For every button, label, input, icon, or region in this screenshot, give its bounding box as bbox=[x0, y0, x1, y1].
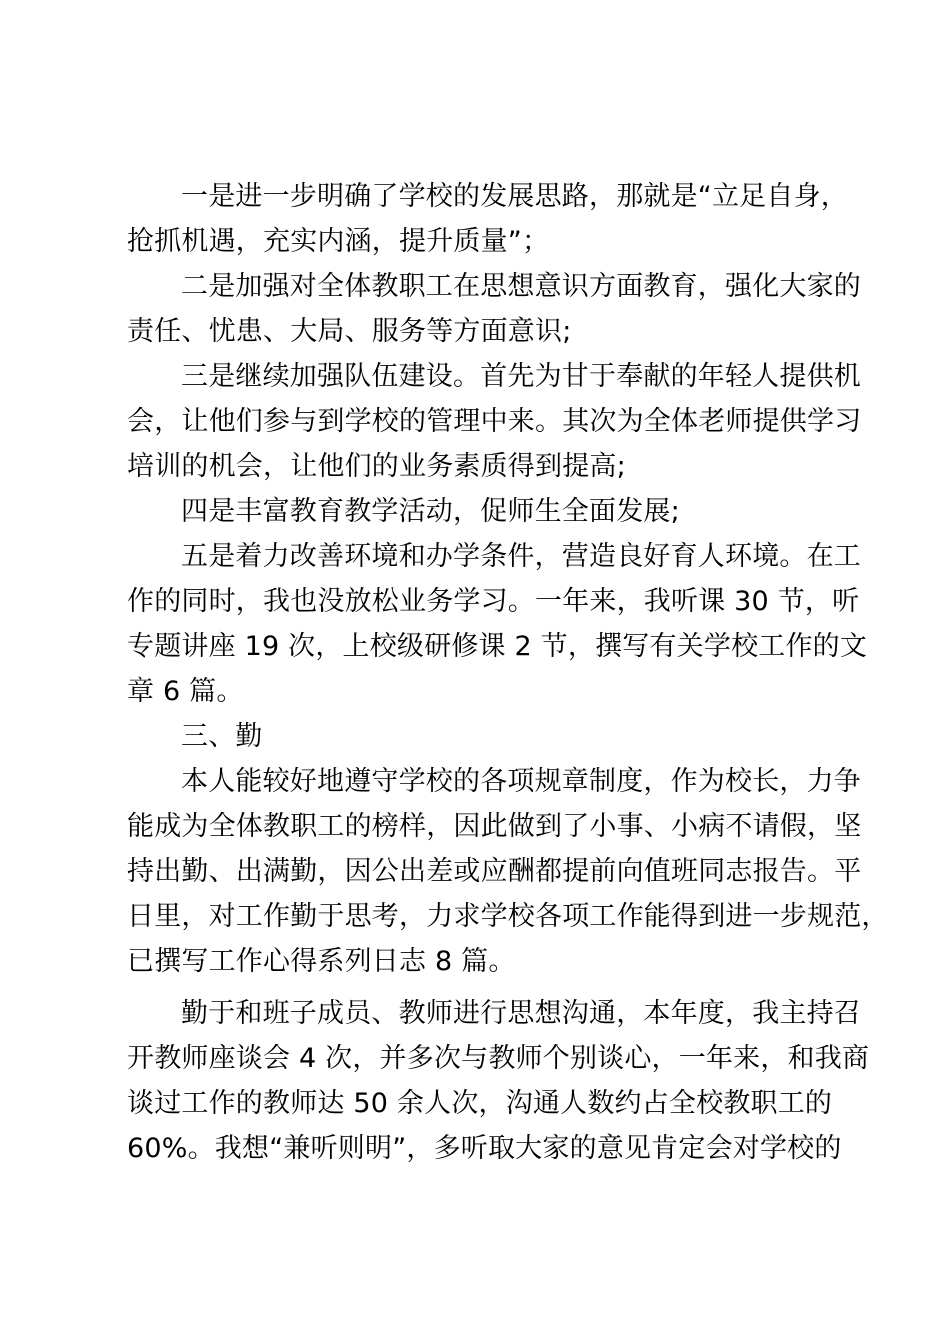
text-line: 三是继续加强队伍建设。首先为甘于奉献的年轻人提供机 bbox=[181, 361, 861, 392]
paragraph-teaching-activities bbox=[127, 489, 839, 534]
text-line: 章 6 篇。 bbox=[127, 676, 244, 707]
section-heading-text: 三、勤 bbox=[181, 721, 263, 752]
text-line: 抢抓机遇，充实内涵，提升质量”； bbox=[127, 226, 550, 257]
document-body bbox=[127, 174, 889, 1171]
paragraph-team-building bbox=[127, 354, 862, 489]
text-line: 四是丰富教育教学活动，促师生全面发展; bbox=[181, 496, 680, 527]
text-line: 本人能较好地遵守学校的各项规章制度，作为校长，力争 bbox=[181, 766, 861, 797]
text-line: 作的同时，我也没放松业务学习。一年来，我听课 30 节，听 bbox=[127, 586, 860, 617]
paragraph-development-direction bbox=[127, 174, 848, 264]
text-line: 责任、忧患、大局、服务等方面意识; bbox=[127, 316, 572, 347]
text-line: 五是着力改善环境和办学条件，营造良好育人环境。在工 bbox=[181, 541, 861, 572]
text-line: 会，让他们参与到学校的管理中来。其次为全体老师提供学习 bbox=[127, 406, 862, 437]
text-line: 二是加强对全体教职工在思想意识方面教育，强化大家的 bbox=[181, 271, 861, 302]
paragraph-ideological-education bbox=[127, 264, 861, 354]
text-line: 日里，对工作勤于思考，力求学校各项工作能得到进一步规范， bbox=[127, 901, 889, 932]
text-line: 开教师座谈会 4 次，并多次与教师个别谈心，一年来，和我商 bbox=[127, 1043, 870, 1074]
section-heading-diligence bbox=[127, 714, 839, 759]
text-line: 培训的机会，让他们的业务素质得到提高; bbox=[127, 451, 626, 482]
paragraph-environment-and-study bbox=[127, 534, 868, 714]
text-line: 60%。我想“兼听则明”，多听取大家的意见肯定会对学校的 bbox=[127, 1133, 842, 1164]
text-line: 已撰写工作心得系列日志 8 篇。 bbox=[127, 946, 516, 977]
paragraph-rules-and-attendance bbox=[127, 759, 889, 984]
paragraph-communication bbox=[127, 991, 870, 1171]
text-line: 持出勤、出满勤，因公出差或应酬都提前向值班同志报告。平 bbox=[127, 856, 862, 887]
text-line: 专题讲座 19 次，上校级研修课 2 节，撰写有关学校工作的文 bbox=[127, 631, 868, 662]
text-line: 勤于和班子成员、教师进行思想沟通，本年度，我主持召 bbox=[181, 998, 861, 1029]
text-line: 一是进一步明确了学校的发展思路，那就是“立足自身， bbox=[181, 181, 848, 212]
text-line: 谈过工作的教师达 50 余人次，沟通人数约占全校教职工的 bbox=[127, 1088, 833, 1119]
text-line: 能成为全体教职工的榜样，因此做到了小事、小病不请假，坚 bbox=[127, 811, 862, 842]
paragraph-spacer bbox=[127, 984, 839, 991]
